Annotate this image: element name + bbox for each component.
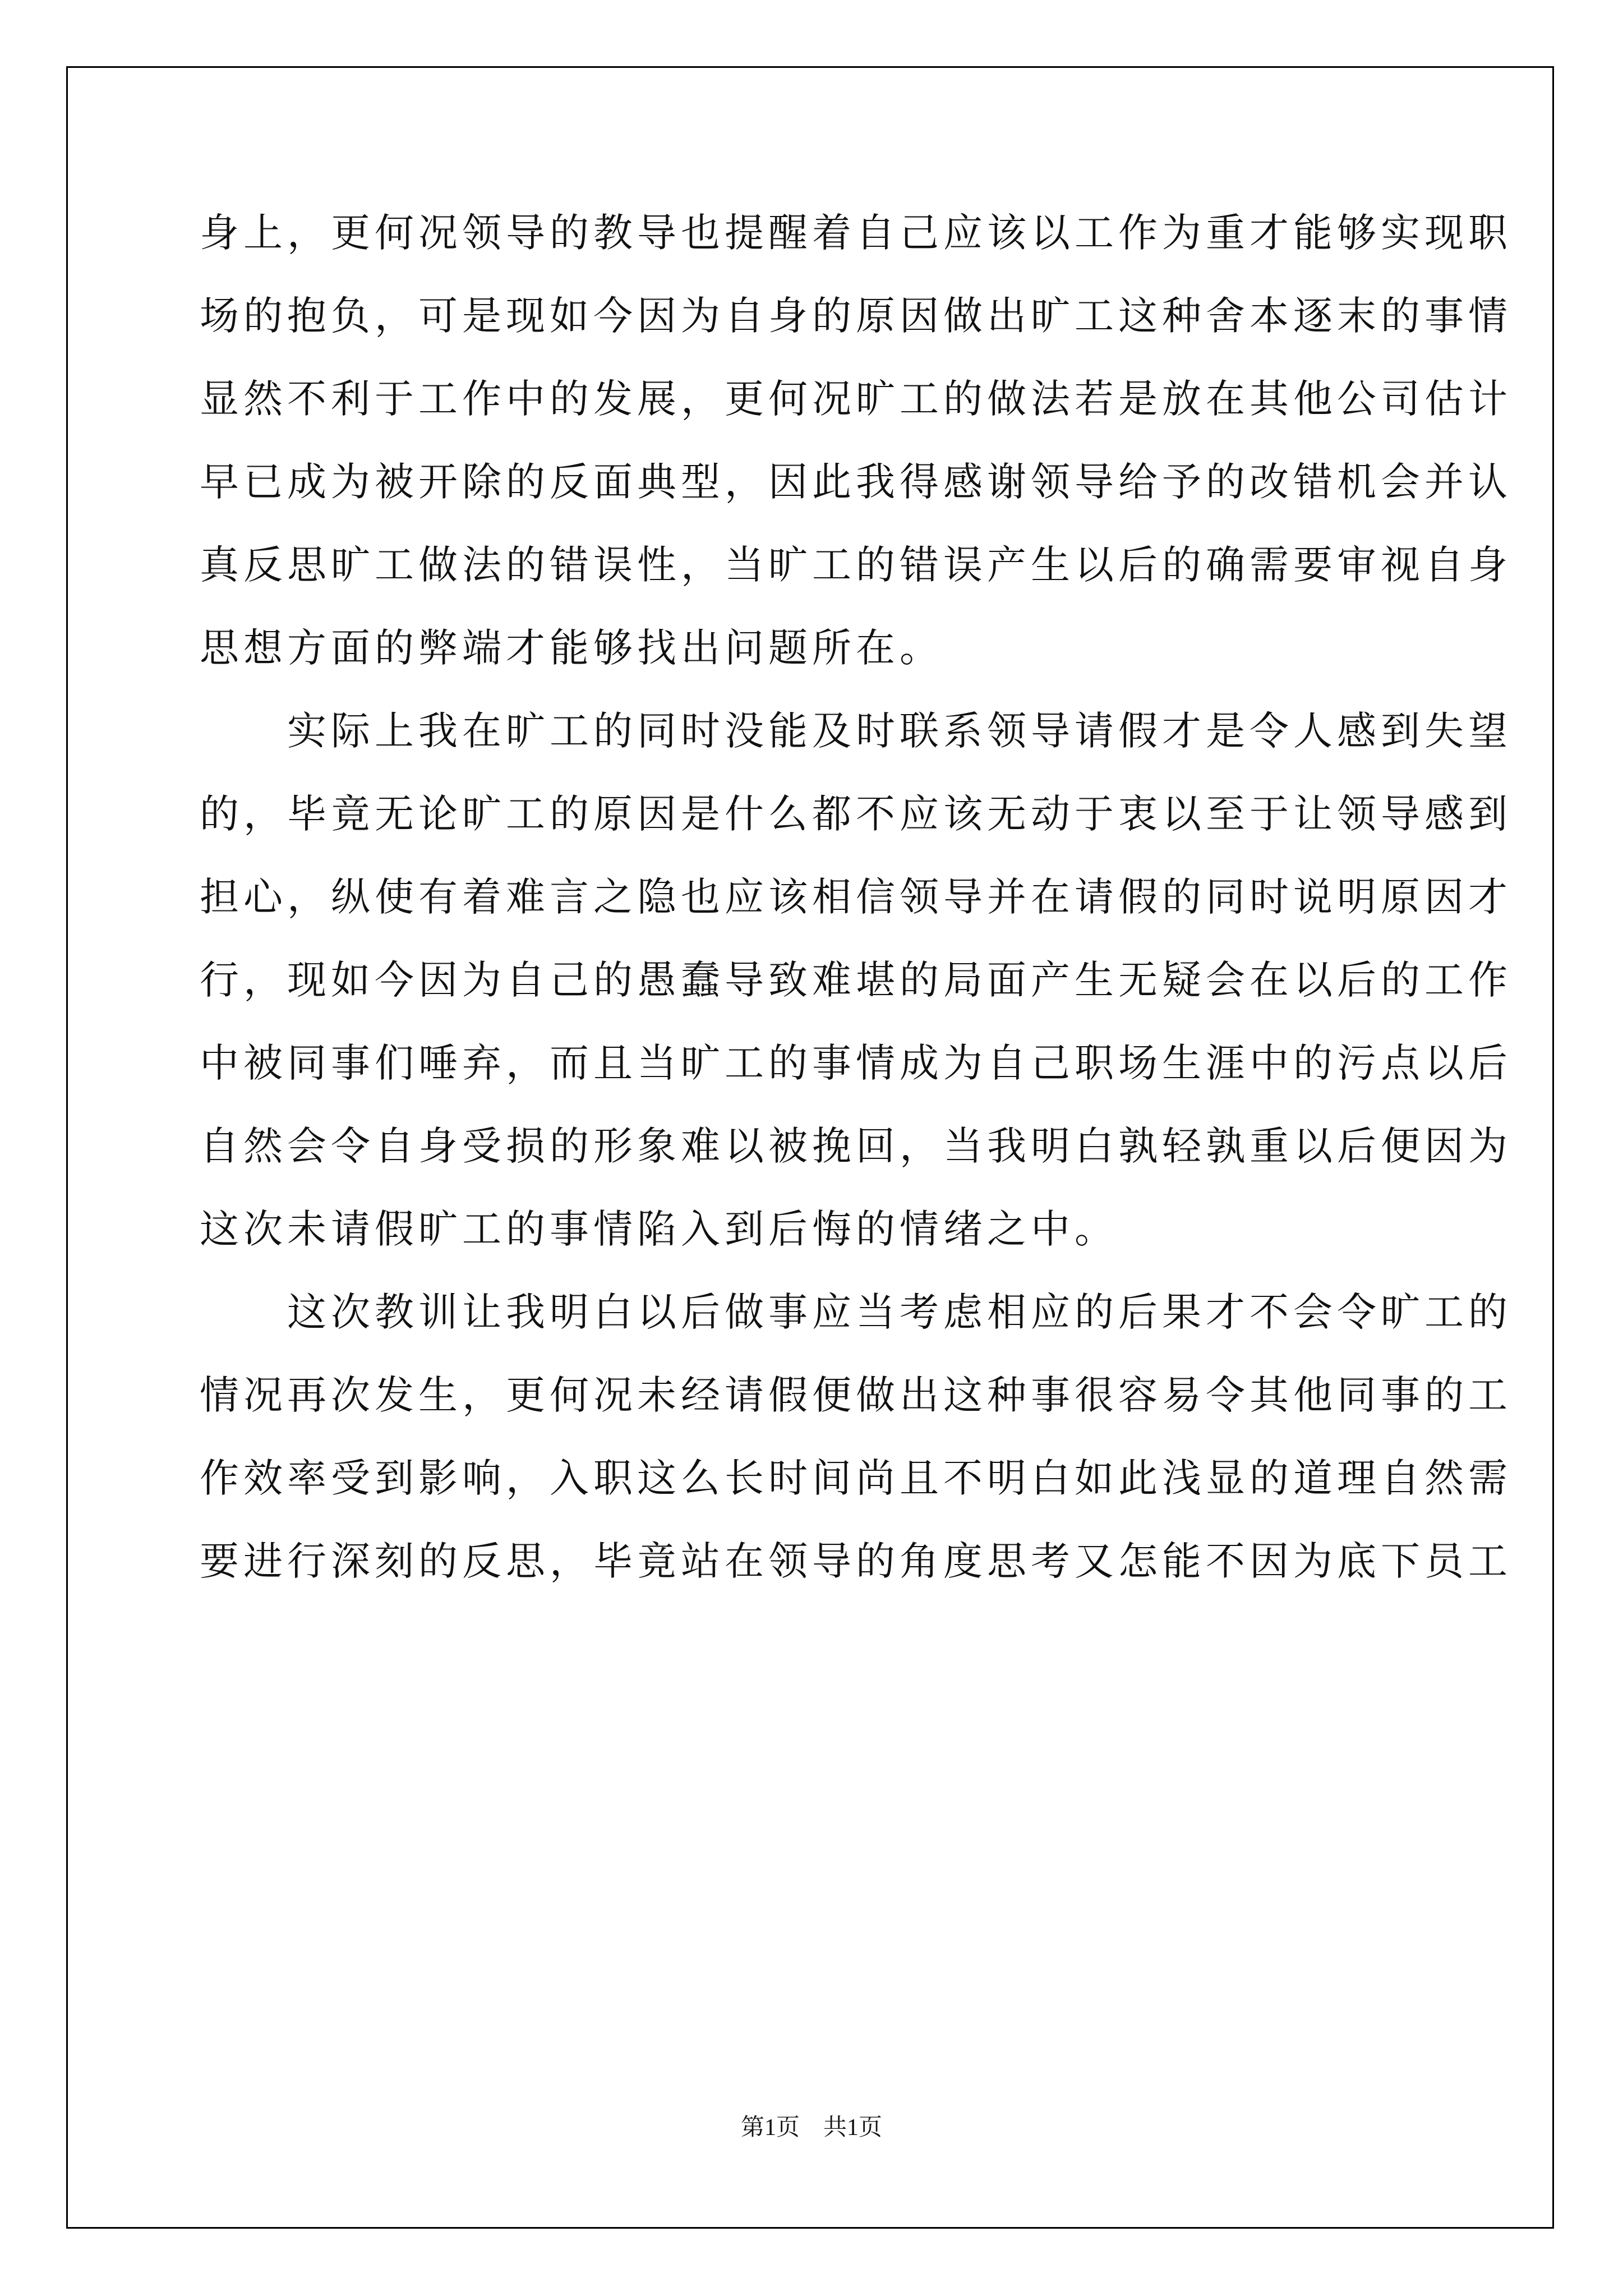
page-number-footer: 第1页 共1页 bbox=[740, 2115, 882, 2141]
text-line: 早已成为被开除的反面典型，因此我得感谢领导给予的改错机会并认 bbox=[200, 459, 1512, 505]
text-line: 作效率受到影响，入职这么长时间尚且不明白如此浅显的道理自然需 bbox=[200, 1455, 1512, 1501]
text-line: 显然不利于工作中的发展，更何况旷工的做法若是放在其他公司估计 bbox=[200, 376, 1512, 422]
text-line: 真反思旷工做法的错误性，当旷工的错误产生以后的确需要审视自身 bbox=[200, 542, 1512, 588]
text-line: 自然会令自身受损的形象难以被挽回，当我明白孰轻孰重以后便因为 bbox=[200, 1123, 1512, 1169]
text-line: 情况再次发生，更何况未经请假便做出这种事很容易令其他同事的工 bbox=[200, 1372, 1512, 1418]
text-line: 实际上我在旷工的同时没能及时联系领导请假才是令人感到失望 bbox=[200, 708, 1512, 754]
text-line: 的，毕竟无论旷工的原因是什么都不应该无动于衷以至于让领导感到 bbox=[200, 791, 1512, 837]
text-line: 这次教训让我明白以后做事应当考虑相应的后果才不会令旷工的 bbox=[200, 1289, 1512, 1335]
text-line: 场的抱负，可是现如今因为自身的原因做出旷工这种舍本逐末的事情 bbox=[200, 293, 1512, 339]
text-line: 思想方面的弊端才能够找出问题所在。 bbox=[200, 625, 943, 671]
text-line: 行，现如今因为自己的愚蠢导致难堪的局面产生无疑会在以后的工作 bbox=[200, 957, 1512, 1003]
text-line: 身上，更何况领导的教导也提醒着自己应该以工作为重才能够实现职 bbox=[200, 210, 1512, 256]
text-line: 中被同事们唾弃，而且当旷工的事情成为自己职场生涯中的污点以后 bbox=[200, 1040, 1512, 1086]
text-line: 担心，纵使有着难言之隐也应该相信领导并在请假的同时说明原因才 bbox=[200, 874, 1512, 920]
text-line: 要进行深刻的反思，毕竟站在领导的角度思考又怎能不因为底下员工 bbox=[200, 1538, 1512, 1584]
text-line: 这次未请假旷工的事情陷入到后悔的情绪之中。 bbox=[200, 1206, 1118, 1252]
